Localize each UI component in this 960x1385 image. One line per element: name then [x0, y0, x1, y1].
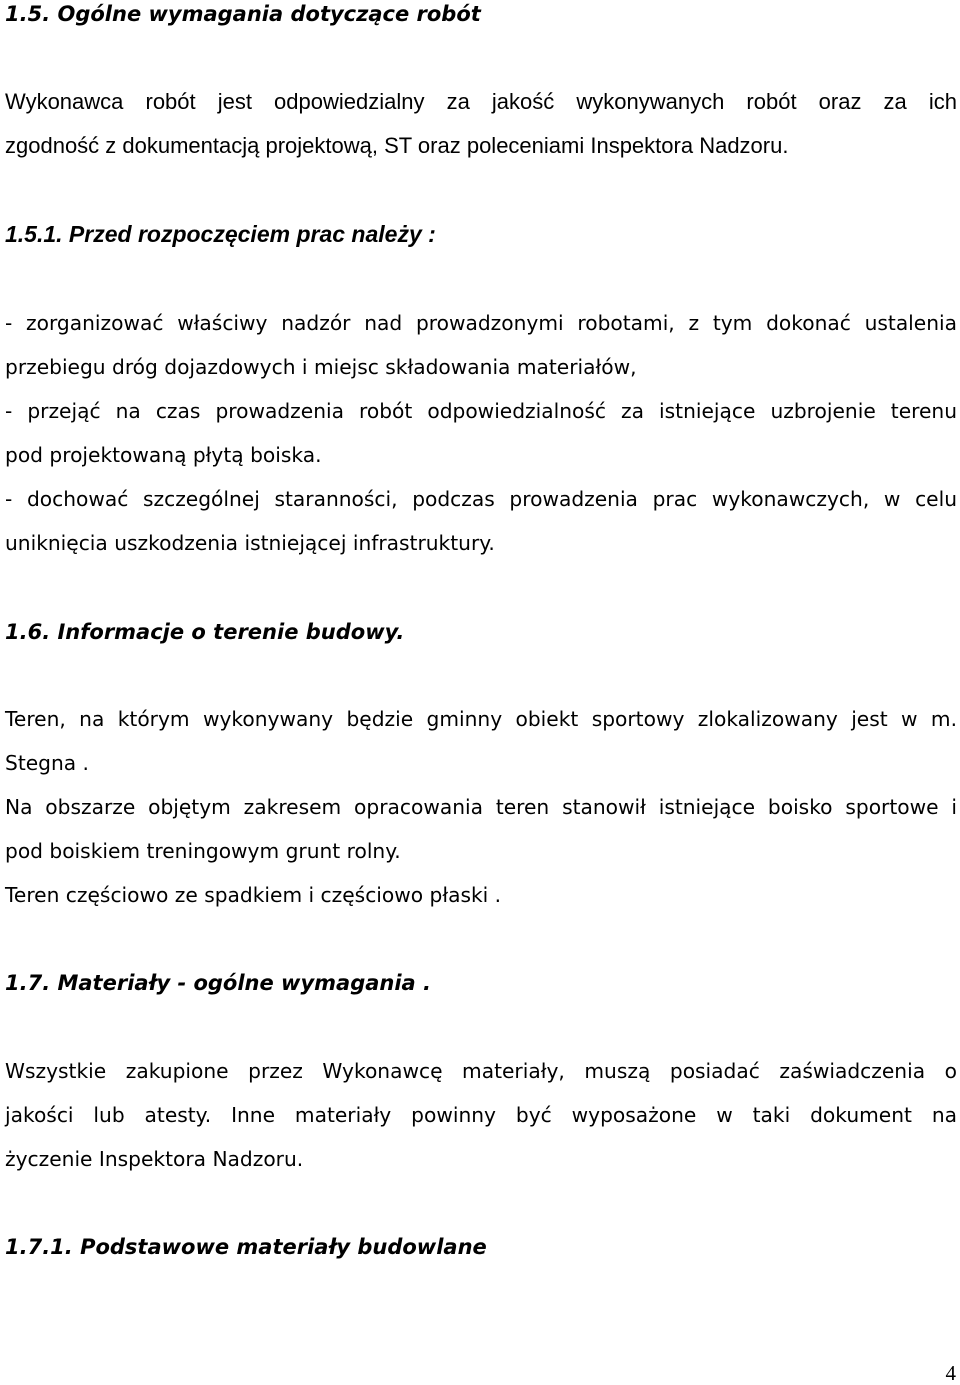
paragraph-1-5	[5, 80, 957, 168]
list-item-line: uniknięcia uszkodzenia istniejącej infrastruktury.	[5, 531, 495, 555]
list-item-line: - dochować szczególnej staranności, podczas prowadzenia prac wykonawczych, w celu	[5, 487, 957, 511]
heading-1-7: 1.7. Materiały - ogólne wymagania .	[5, 971, 432, 995]
text-line: Wykonawca robót jest odpowiedzialny za jakość wykonywanych robót oraz za ich	[5, 89, 957, 114]
list-item-line: - przejąć na czas prowadzenia robót odpowiedzialność za istniejące uzbrojenie terenu	[5, 399, 957, 423]
text-line: Stegna .	[5, 751, 89, 775]
text-line: jakości lub atesty. Inne materiały powinny być wyposażone w taki dokument na	[5, 1103, 957, 1127]
text-line: życzenie Inspektora Nadzoru.	[5, 1147, 304, 1171]
heading-1-6: 1.6. Informacje o terenie budowy.	[5, 620, 405, 644]
list-item-line: - zorganizować właściwy nadzór nad prowadzonymi robotami, z tym dokonać ustalenia	[5, 311, 957, 335]
text-line: Wszystkie zakupione przez Wykonawcę materiały, muszą posiadać zaświadczenia o	[5, 1059, 957, 1083]
text-line: zgodność z dokumentacją projektową, ST oraz poleceniami Inspektora Nadzoru.	[5, 133, 789, 158]
text-line: pod boiskiem treningowym grunt rolny.	[5, 839, 401, 863]
heading-1-7-1: 1.7.1. Podstawowe materiały budowlane	[5, 1235, 487, 1259]
text-line: Teren częściowo ze spadkiem i częściowo płaski .	[5, 883, 502, 907]
list-item-line: pod projektowaną płytą boiska.	[5, 443, 322, 467]
heading-1-5: 1.5. Ogólne wymagania dotyczące robót	[5, 2, 481, 26]
page-number: 4	[945, 1361, 956, 1385]
text-line: Na obszarze objętym zakresem opracowania teren stanowił istniejące boisko sportowe i	[5, 795, 957, 819]
list-1-5-1	[5, 301, 957, 565]
paragraph-1-6	[5, 697, 957, 917]
text-line: Teren, na którym wykonywany będzie gminny obiekt sportowy zlokalizowany jest w m.	[5, 707, 957, 731]
list-item-line: przebiegu dróg dojazdowych i miejsc składowania materiałów,	[5, 355, 637, 379]
heading-1-5-1: 1.5.1. Przed rozpoczęciem prac należy :	[5, 221, 436, 247]
paragraph-1-7	[5, 1049, 957, 1181]
